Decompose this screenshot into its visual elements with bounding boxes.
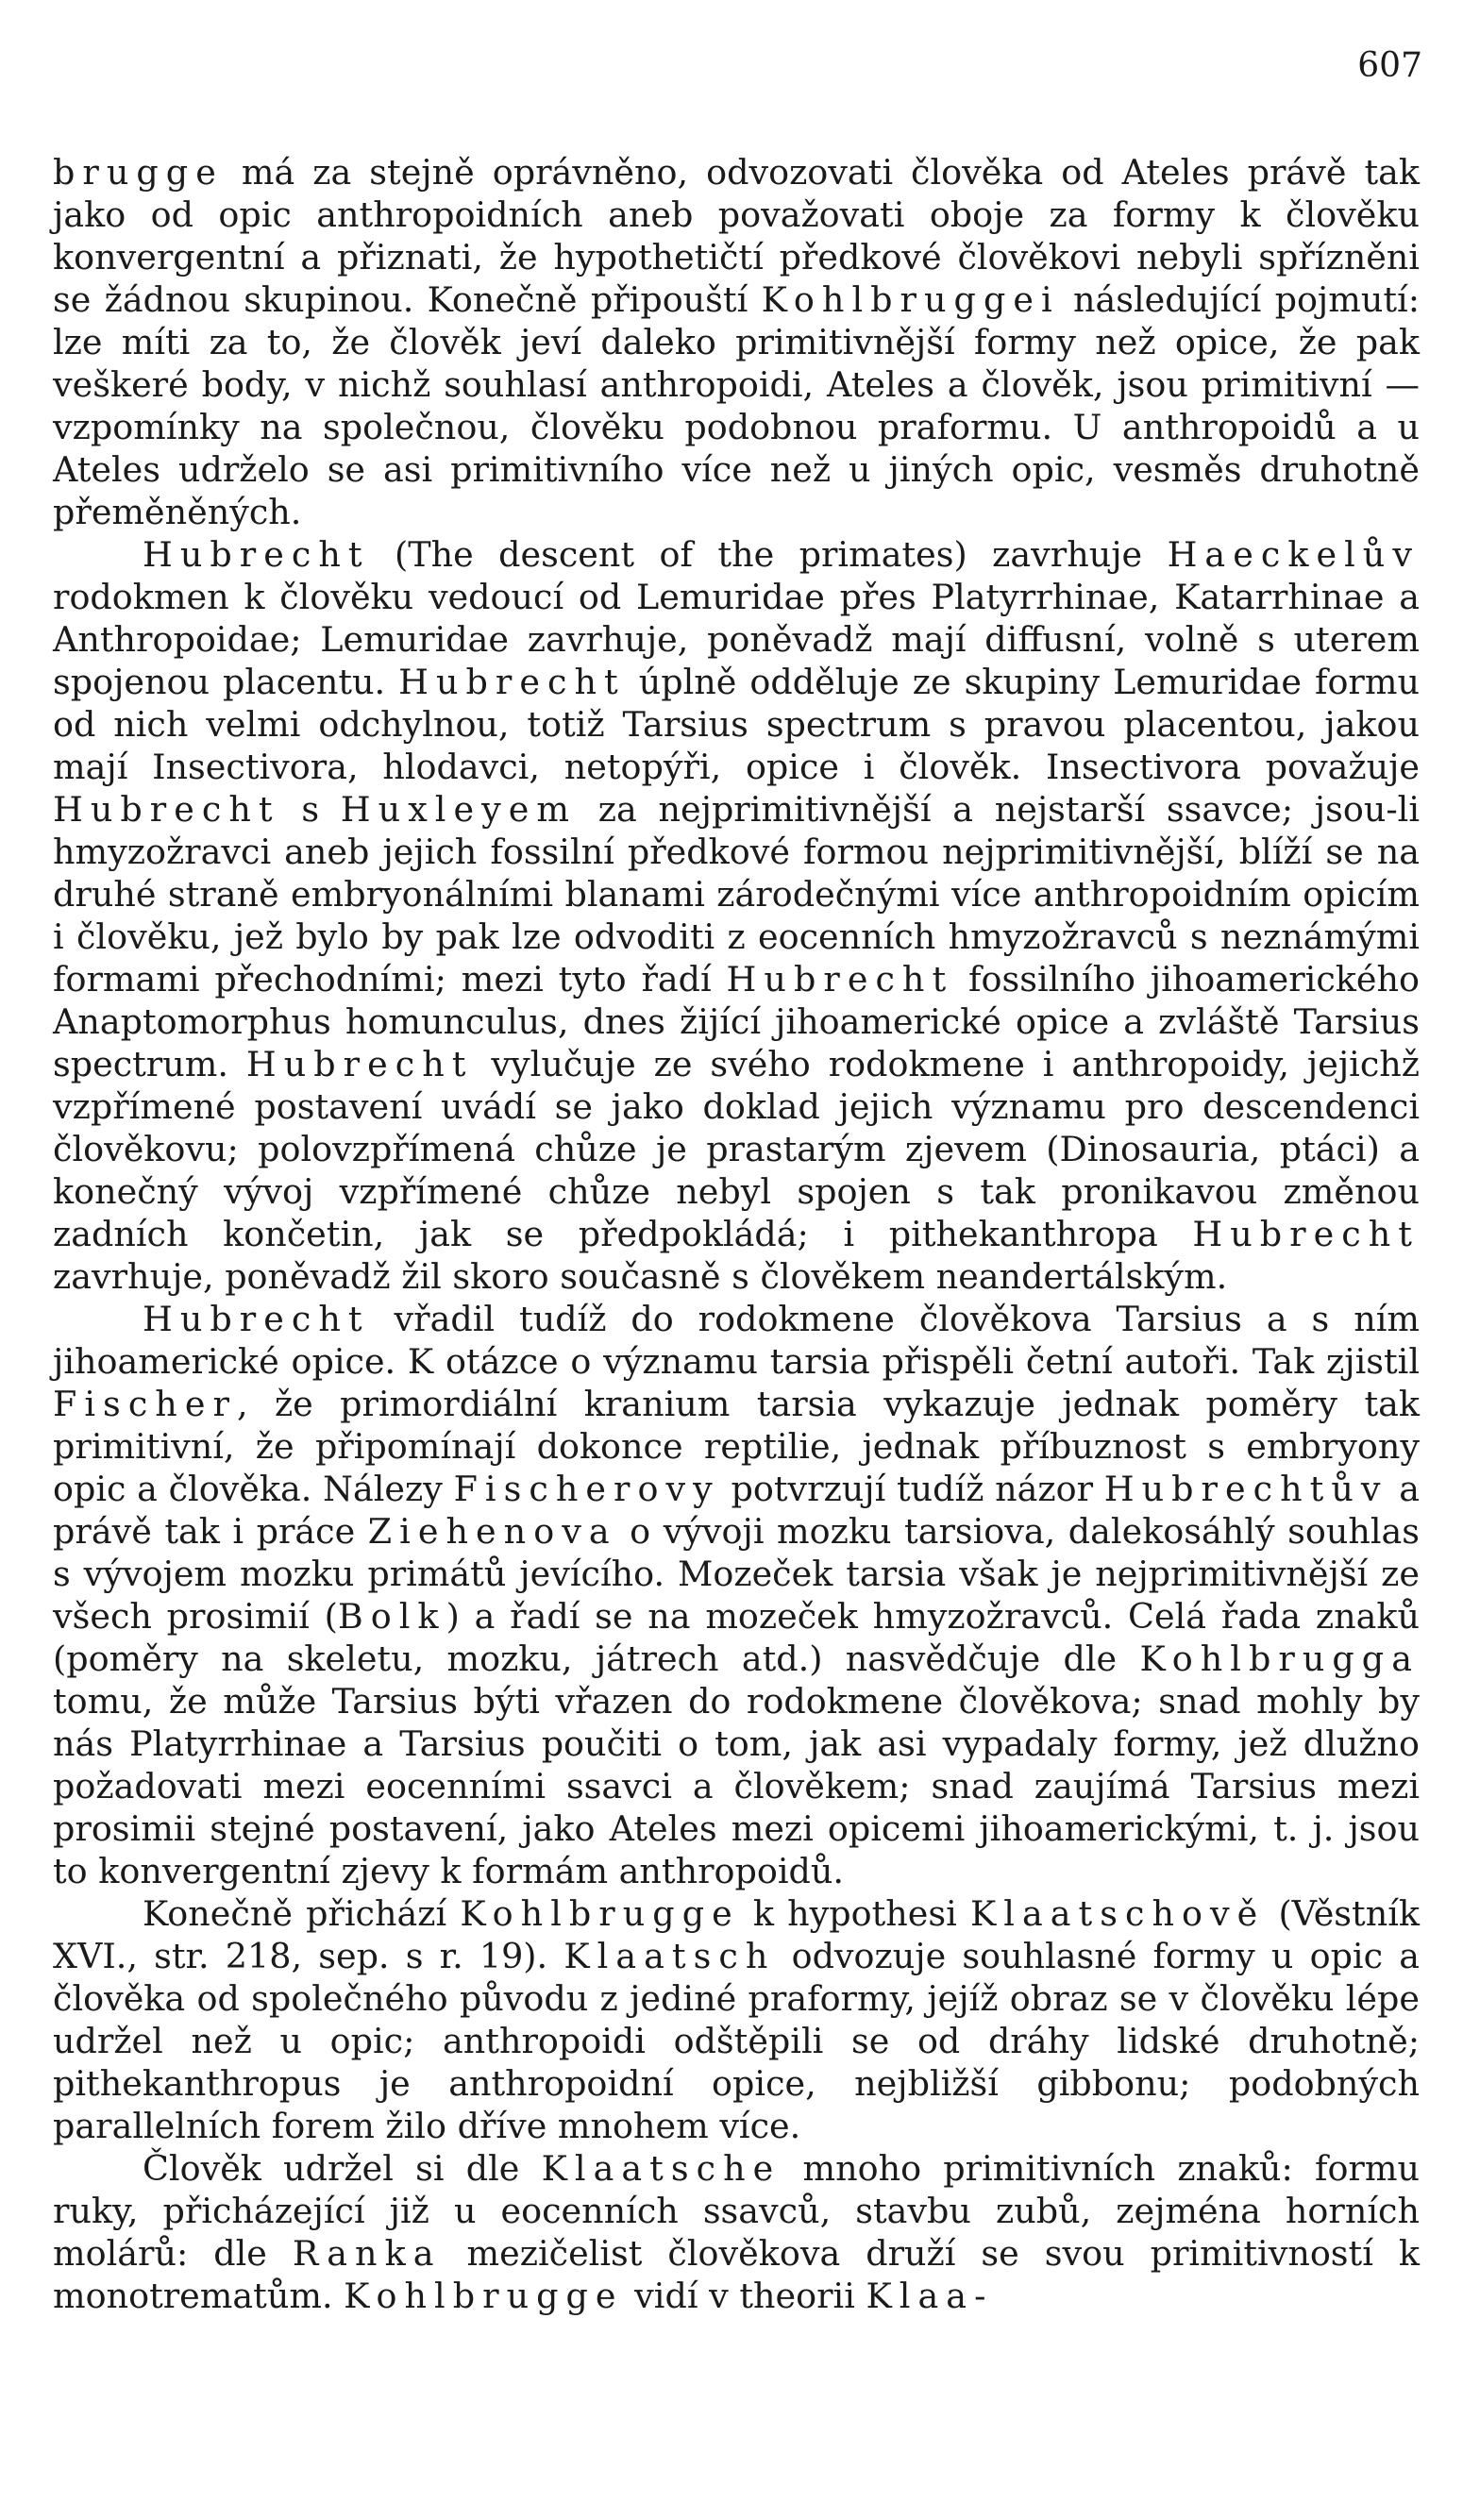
spaced-name: Hubrecht — [245, 1044, 474, 1084]
paragraph — [53, 1298, 1420, 1892]
text-run: Člověk udržel si dle — [143, 2148, 542, 2189]
spaced-name: Ranka — [292, 2233, 442, 2274]
spaced-name: Haeckelův — [1167, 534, 1420, 575]
text-run: mnoho primitivních znaků: formu ruky, přicházející již u eocenních ssavců, stavbu zubů, zejména horních molárů: dle — [53, 2148, 1420, 2274]
spaced-name: brugge — [53, 152, 224, 193]
text-run: vidí v theorii — [623, 2276, 866, 2316]
text-run: následující pojmutí: lze míti za to, že člověk jeví daleko primitivnější formy než opice, že pak veškeré body, v nichž souhlasí anthropoidi, Ateles a člověk, jsou primitivní — vzpomínky na společnou, člověku podobnou praformu. U anthropoidů a u Ateles udrželo se asi primitivního více než u jiných opic, vesměs druhotně přeměněných. — [53, 279, 1420, 532]
spaced-name: Hubrecht — [53, 789, 280, 830]
text-run: , že primordiální kranium tarsia vykazuje jednak poměry tak primitivní, že připomínají dokonce reptilie, jednak příbuznost s embryony opic a člověka. Nálezy — [53, 1384, 1420, 1509]
spaced-name: Klaatschově — [969, 1893, 1266, 1934]
spaced-name: Hubrecht — [398, 662, 626, 702]
body-text — [53, 151, 1420, 2317]
spaced-name: Hubrechtův — [1103, 1469, 1388, 1509]
spaced-name: Klaatsch — [563, 1936, 776, 1976]
spaced-name: Bolk — [337, 1596, 446, 1637]
text-run: má za stejně oprávněno, odvozovati člověka od Ateles právě tak jako od opic anthropoidních aneb považovati oboje za formy k člověku konvergentní a přiznati, že hypothetičtí předkové člověkovi nebyli spřízněni se žádnou skupinou. Konečně připouští — [53, 152, 1420, 320]
text-run: potvrzují tudíž názor — [719, 1469, 1104, 1509]
text-run: zavrhuje, poněvadž žil skoro současně s člověkem neandertálským. — [53, 1256, 1228, 1297]
text-run: vylučuje ze svého rodokmene i anthropoidy, jejichž vzpřímené postavení uvádí se jako doklad jejich významu pro descendenci člověkovu; polovzpřímená chůze je prastarým zjevem (Dinosauria, ptáci) a konečný vývoj vzpřímené chůze nebyl spojen s tak pronikavou změnou zadních končetin, jak se předpokládá; i pithekanthropa — [53, 1044, 1420, 1254]
spaced-name: Hubrecht — [143, 1299, 370, 1339]
paragraph — [53, 2147, 1420, 2317]
spaced-name: Klaatsche — [541, 2148, 782, 2189]
text-run: fossilního jihoamerického Anaptomorphus homunculus, dnes žijící jihoamerické opice a zvláště Tarsius spectrum. — [53, 959, 1421, 1084]
paragraph — [53, 151, 1420, 533]
paragraph — [53, 1892, 1420, 2147]
text-run: úplně odděluje ze skupiny Lemuridae formu od nich velmi odchylnou, totiž Tarsius spectrum s pravou placentou, jakou mají Insectivora, hlodavci, netopýři, opice i člověk. Insectivora považuje — [53, 662, 1420, 787]
text-run: a právě tak i práce — [53, 1469, 1420, 1552]
text-run: za nejprimitivnější a nejstarší ssavce; jsou-li hmyzožravci aneb jejich fossilní předkové formou nejprimitivnější, blíží se na druhé straně embryonálními blanami zárodečnými více anthropoidním opicím i člověku, jež bylo by pak lze odvoditi z eocenních hmyzožravců s neznámými formami přechodními; mezi tyto řadí — [53, 789, 1421, 1000]
text-run: mezičelist člověkova druží se svou primitivností k monotrematům. — [53, 2233, 1420, 2316]
spaced-name: Klaa- — [866, 2276, 994, 2316]
spaced-name: Kohlbrugge — [344, 2276, 624, 2316]
text-run: Konečně přichází — [143, 1893, 461, 1934]
spaced-name: Kohlbrugge — [460, 1893, 740, 1934]
text-run: tomu, že může Tarsius býti vřazen do rodokmene člověkova; snad mohly by nás Platyrrhinae a Tarsius poučiti o tom, jak asi vypadaly formy, jež dlužno požadovati mezi eocenními ssavci a člověkem; snad zaujímá Tarsius mezi prosimii stejné postavení, jako Ateles mezi opicemi jihoamerickými, t. j. jsou to konvergentní zjevy k formám anthropoidů. — [53, 1681, 1420, 1891]
text-run: odvozuje souhlasné formy u opic a člověka od společného původu z jediné praformy, jejíž obraz se v člověku lépe udržel než u opic; anthropoidi odštěpili se od dráhy lidské druhotně; pithekanthropus je anthropoidní opice, nejbližší gibbonu; podobných parallelních forem žilo dříve mnohem více. — [53, 1936, 1420, 2146]
page-number: 607 — [1357, 46, 1422, 85]
spaced-name: Fischer — [53, 1384, 237, 1424]
spaced-name: Kohlbrugga — [1139, 1638, 1420, 1679]
spaced-name: Hubrecht — [726, 959, 954, 1000]
spaced-name: Kohlbruggei — [761, 279, 1060, 320]
text-run: rodokmen k člověku vedoucí od Lemuridae přes Platyrrhinae, Katarrhinae a Anthropoidae; Lemuridae zavrhuje, poněvadž mají diffusní, volně s uterem spojenou placentu. — [53, 577, 1420, 702]
text-run: s — [279, 789, 341, 830]
text-run: ) a řadí se na mozeček hmyzožravců. Celá řada znaků (poměry na skeletu, mozku, játrech atd.) nasvědčuje dle — [53, 1596, 1420, 1679]
spaced-name: Fischerovy — [453, 1469, 720, 1509]
spaced-name: Ziehenova — [367, 1511, 617, 1552]
text-run: o vývoji mozku tarsiova, dalekosáhlý souhlas s vývojem mozku primátů jevícího. Mozeček tarsia však je nejprimitivnější ze všech prosimií ( — [53, 1511, 1420, 1637]
text-run: vřadil tudíž do rodokmene člověkova Tarsius a s ním jihoamerické opice. K otázce o významu tarsia přispěli četní autoři. Tak zjistil — [53, 1299, 1420, 1382]
paragraph — [53, 533, 1420, 1298]
spaced-name: Huxleyem — [340, 789, 578, 830]
spaced-name: Hubrecht — [143, 534, 370, 575]
text-run: (Věstník XVI., str. 218, sep. s r. 19). — [53, 1893, 1420, 1976]
text-run: k hypothesi — [739, 1893, 970, 1934]
text-run: (The descent of the primates) zavrhuje — [369, 534, 1168, 575]
spaced-name: Hubrecht — [1192, 1214, 1420, 1254]
